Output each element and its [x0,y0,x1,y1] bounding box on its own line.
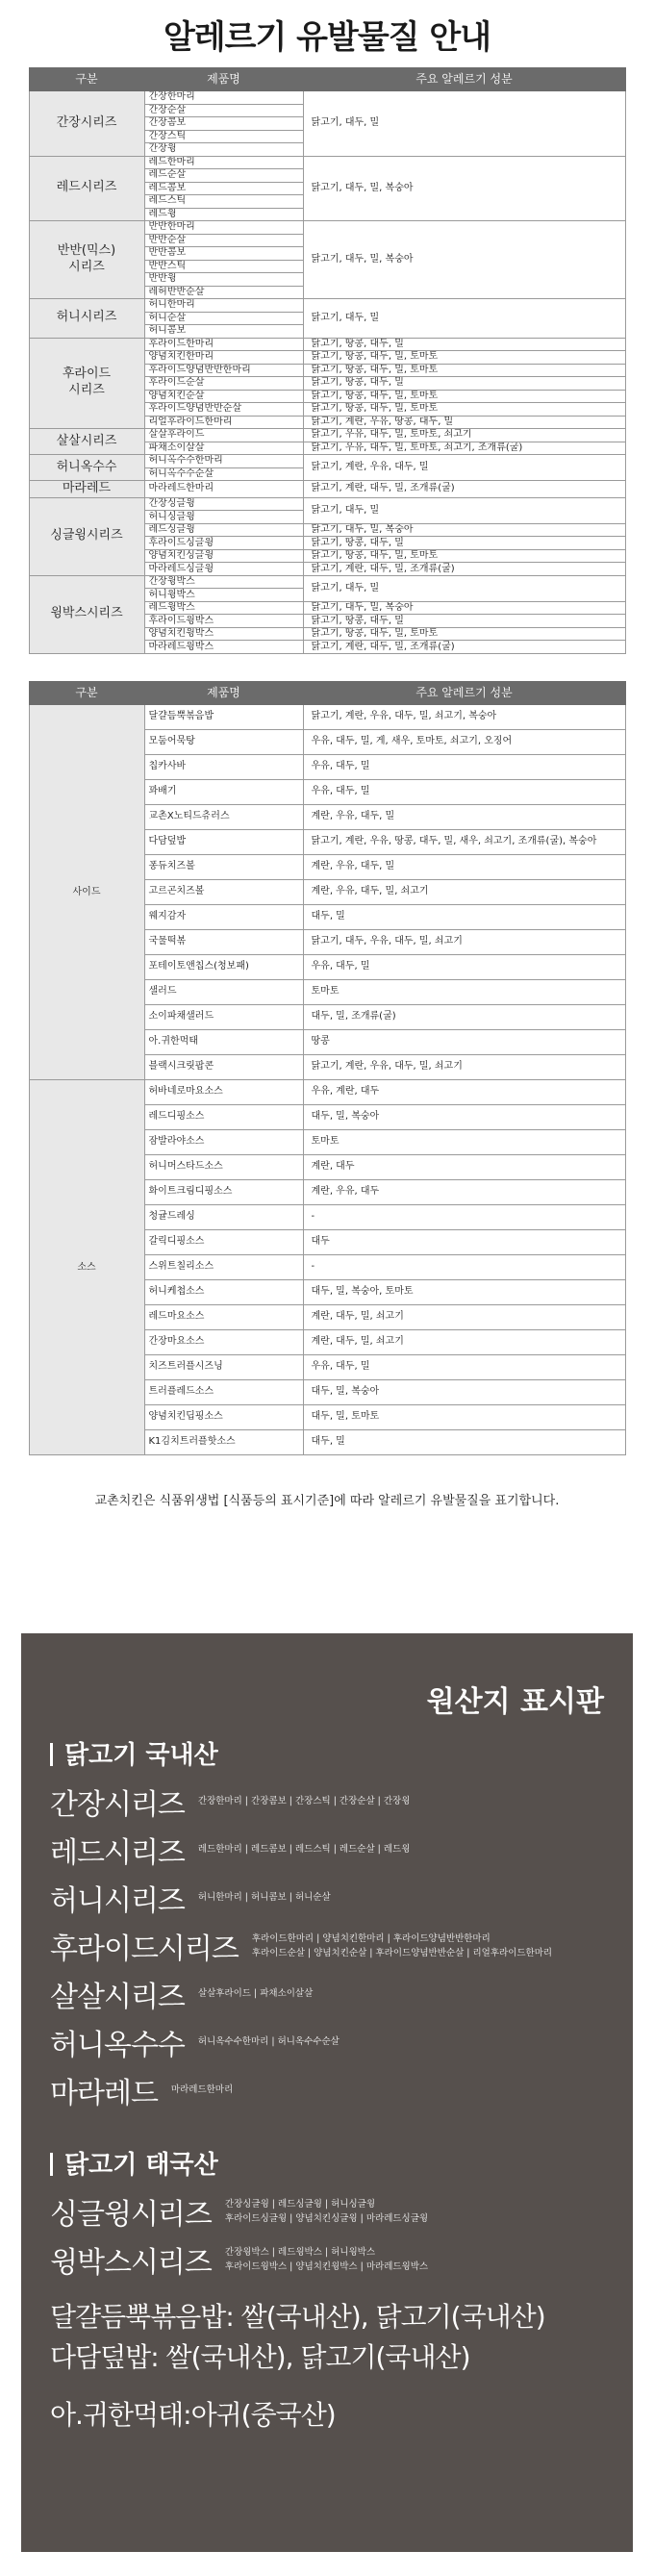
product-cell: 간장윙박스 [144,575,303,589]
allergen-cell: - [303,1254,625,1279]
origin-product-line: 마라레드한마리 [170,2084,234,2096]
category-cell: 사이드 [29,704,144,1079]
allergen-cell: 닭고기, 땅콩, 대두, 밀, 토마토 [303,627,625,641]
product-cell: 마라레드윙박스 [144,641,303,654]
allergen-cell: 우유, 대두, 밀 [303,754,625,779]
allergen-cell: 닭고기, 계란, 대두, 밀, 조개류(굴) [303,641,625,654]
table-header-row [29,681,625,704]
spacer [50,2284,604,2297]
origin-product-line: 허니옥수수한마리 | 허니옥수수순살 [197,2036,340,2048]
allergen-cell: 닭고기, 대두, 밀, 복숭아 [303,221,625,299]
allergen-cell: 우유, 대두, 밀 [303,954,625,979]
product-cell: 잠발라야소스 [144,1129,303,1154]
origin-board [21,1633,633,2552]
column-header: 주요 알레르기 성분 [303,681,625,704]
allergen-cell: 닭고기, 우유, 대두, 밀, 토마토, 쇠고기 [303,429,625,442]
origin-series-name: 허니시리즈 [50,1884,185,1918]
origin-product-line: 간장싱글윙 | 레드싱글윙 | 허니싱글윙 [224,2198,376,2210]
column-header: 구분 [29,681,144,704]
product-cell: 간장마요소스 [144,1329,303,1354]
table-row [29,429,625,442]
origin-row [50,1970,604,2018]
product-cell: 달걀듬뿍볶음밥 [144,704,303,729]
allergen-cell: 닭고기, 계란, 대두, 밀, 조개류(굴) [303,481,625,498]
allergen-cell: 닭고기, 땅콩, 대두, 밀, 토마토 [303,351,625,365]
product-cell: K1김치트러플핫소스 [144,1429,303,1454]
category-cell: 후라이드 시리즈 [29,338,144,429]
origin-product-line: 후라이드순살 | 양념치킨순살 | 후라이드양념반반순살 | 리얼후라이드한마리 [251,1948,553,1958]
category-cell: 레드시리즈 [29,156,144,221]
allergen-cell: 닭고기, 계란, 우유, 대두, 밀, 쇠고기, 복숭아 [303,704,625,729]
origin-extra-line: 아.귀한먹태:아귀(중국산) [50,2399,336,2431]
product-cell: 양념치킨한마리 [144,351,303,365]
product-cell: 레드콤보 [144,182,303,195]
product-cell: 국물떡볶 [144,929,303,954]
product-cell: 포테이토앤칩스(청보패) [144,954,303,979]
origin-product-list [198,2034,340,2049]
column-header: 제품명 [144,68,303,91]
allergen-cell: 닭고기, 땅콩, 대두, 밀 [303,537,625,550]
product-cell: 허니한마리 [144,299,303,313]
allergen-cell: 계란, 대두, 밀, 쇠고기 [303,1329,625,1354]
product-cell: 반반윙 [144,273,303,287]
allergen-cell: 닭고기, 땅콩, 대두, 밀, 토마토 [303,390,625,403]
product-cell: 양념치킨윙박스 [144,627,303,641]
section-bar [50,1743,53,1766]
section-label: 닭고기 태국산 [64,2151,218,2180]
page-title: 알레르기 유발물질 안내 [163,17,491,57]
spacer [50,2378,604,2395]
origin-product-list [225,2245,428,2274]
product-cell: 꽈배기 [144,779,303,804]
allergen-cell: 우유, 계란, 대두 [303,1079,625,1104]
origin-product-line: 후라이드싱글윙 | 양념치킨싱글윙 | 마라레드싱글윙 [224,2213,429,2224]
table-header-row [29,68,625,91]
product-cell: 레드디핑소스 [144,1104,303,1129]
product-cell: 허니옥수수한마리 [144,455,303,468]
product-cell: 칩카사바 [144,754,303,779]
product-cell: 후라이드순살 [144,377,303,391]
category-cell: 마라레드 [29,481,144,498]
origin-series-name: 레드시리즈 [50,1836,185,1870]
allergy-table-chicken [29,67,626,654]
table-row [29,156,625,169]
product-cell: 후라이드한마리 [144,338,303,351]
allergen-cell: 토마토 [303,979,625,1004]
table-row [29,221,625,235]
origin-list-thai [50,2187,604,2284]
product-cell: 스위트칠리소스 [144,1254,303,1279]
column-header: 제품명 [144,681,303,704]
origin-row [50,1874,604,1922]
category-cell: 허니시리즈 [29,299,144,339]
category-cell: 간장시리즈 [29,91,144,157]
allergen-cell: 대두, 밀 [303,1429,625,1454]
product-cell: 리얼후라이드한마리 [144,416,303,429]
product-cell: 허니싱글윙 [144,511,303,524]
allergen-cell: 닭고기, 대두, 밀, 복숭아 [303,156,625,221]
product-cell: 양념치킨딥핑소스 [144,1404,303,1429]
allergen-cell: 닭고기, 땅콩, 대두, 밀, 토마토 [303,549,625,563]
category-cell: 싱글윙시리즈 [29,497,144,575]
allergen-cell: 닭고기, 계란, 우유, 땅콩, 대두, 밀 [303,416,625,429]
product-cell: 레드마요소스 [144,1304,303,1329]
origin-list-domestic [50,1778,604,2114]
product-cell: 마라레드한마리 [144,481,303,498]
product-cell: 화이트크림디핑소스 [144,1179,303,1204]
allergen-cell: 계란, 우유, 대두, 밀 [303,854,625,879]
product-cell: 후라이드양념반반한마리 [144,364,303,377]
origin-row [50,2018,604,2066]
product-cell: 퐁듀치즈볼 [144,854,303,879]
allergen-cell: 닭고기, 계란, 대두, 밀, 조개류(굴) [303,563,625,576]
allergen-cell: 대두, 밀, 복숭아 [303,1379,625,1404]
category-cell: 소스 [29,1079,144,1454]
section-label: 닭고기 국내산 [64,1741,218,1770]
allergen-cell: 대두, 밀, 복숭아 [303,1104,625,1129]
product-cell: 갈릭디핑소스 [144,1229,303,1254]
product-cell: 파채소이살살 [144,442,303,455]
product-cell: 후라이드싱글윙 [144,537,303,550]
table-row [29,455,625,468]
origin-product-line: 레드한마리 | 레드콤보 | 레드스틱 | 레드순살 | 레드윙 [197,1844,411,1856]
origin-product-list [198,1794,411,1808]
origin-extra-line: 달걀듬뿍볶음밥: 쌀(국내산), 닭고기(국내산) [50,2301,545,2333]
origin-series-name: 윙박스시리즈 [50,2246,212,2280]
notice-text: 교촌치킨은 식품위생법 [식품등의 표시기준]에 따라 알레르기 유발물질을 표기합니다. [94,1493,560,1508]
origin-title: 원산지 표시판 [426,1685,604,1719]
product-cell: 간장스틱 [144,130,303,143]
product-cell: 트러플레드소스 [144,1379,303,1404]
allergen-cell: 닭고기, 대두, 밀 [303,575,625,601]
product-cell: 레허반반순살 [144,286,303,299]
product-cell: 반반한마리 [144,221,303,235]
table-row [29,575,625,589]
product-cell: 레드한마리 [144,156,303,169]
allergen-cell: 대두, 밀, 토마토 [303,1404,625,1429]
allergen-cell: 닭고기, 땅콩, 대두, 밀, 토마토 [303,403,625,417]
origin-product-list [198,1890,331,1905]
allergen-cell: 닭고기, 대두, 밀, 복숭아 [303,601,625,615]
product-cell: 허니머스타드소스 [144,1154,303,1179]
table-row [29,704,625,729]
allergen-cell: 우유, 대두, 밀 [303,1354,625,1379]
allergy-table-side-sauce [29,681,626,1455]
allergen-cell: 닭고기, 계란, 우유, 대두, 밀, 쇠고기 [303,1054,625,1079]
product-cell: 청귤드레싱 [144,1204,303,1229]
section-bar [50,2153,53,2176]
allergen-cell: 닭고기, 대두, 밀 [303,91,625,157]
allergen-cell: 땅콩 [303,1029,625,1054]
origin-product-line: 간장한마리 | 간장콤보 | 간장스틱 | 간장순살 | 간장윙 [197,1796,411,1807]
origin-extra-line: 다담덮밥: 쌀(국내산), 닭고기(국내산) [50,2341,470,2373]
spacer [50,2114,604,2139]
origin-series-name: 간장시리즈 [50,1788,185,1822]
allergen-cell: 닭고기, 우유, 대두, 밀, 토마토, 쇠고기, 조개류(굴) [303,442,625,455]
product-cell: 소이파채샐러드 [144,1004,303,1029]
allergen-cell: - [303,1204,625,1229]
product-cell: 레드스틱 [144,195,303,209]
product-cell: 레드순살 [144,169,303,183]
table-row [29,497,625,511]
origin-product-list [171,2083,233,2097]
allergen-cell: 닭고기, 대두, 밀 [303,497,625,523]
allergen-cell: 계란, 대두 [303,1154,625,1179]
allergen-cell: 계란, 우유, 대두, 밀 [303,804,625,829]
product-cell: 반반순살 [144,234,303,247]
product-cell: 허바네로마요소스 [144,1079,303,1104]
product-cell: 레드윙박스 [144,601,303,615]
spacer [0,654,654,681]
product-cell: 간장한마리 [144,91,303,105]
product-cell: 모둠어묵탕 [144,729,303,754]
category-cell: 살살시리즈 [29,429,144,455]
product-cell: 아.귀한먹태 [144,1029,303,1054]
origin-row [50,1778,604,1826]
table-row [29,481,625,498]
allergen-cell: 닭고기, 계란, 우유, 대두, 밀 [303,455,625,481]
column-header: 주요 알레르기 성분 [303,68,625,91]
origin-section-domestic [50,1735,604,1778]
product-cell: 블랙시크릿팝콘 [144,1054,303,1079]
origin-product-line: 살살후라이드 | 파채소이살살 [197,1988,314,2000]
product-cell: 양념치킨싱글윙 [144,549,303,563]
product-cell: 간장순살 [144,104,303,117]
product-cell: 치즈트러플시즈닝 [144,1354,303,1379]
origin-series-name: 마라레드 [50,2077,158,2110]
product-cell: 반반콤보 [144,247,303,261]
origin-product-list [252,1932,552,1960]
allergen-cell: 대두, 밀 [303,904,625,929]
allergen-cell: 우유, 대두, 밀, 게, 새우, 토마토, 쇠고기, 오징어 [303,729,625,754]
column-header: 구분 [29,68,144,91]
origin-series-name: 허니옥수수 [50,2029,185,2062]
origin-series-name: 살살시리즈 [50,1981,185,2014]
category-cell: 윙박스시리즈 [29,575,144,653]
origin-product-line: 후라이드윙박스 | 양념치킨윙박스 | 마라레드윙박스 [224,2261,429,2272]
product-cell: 허니케첩소스 [144,1279,303,1304]
product-cell: 후라이드윙박스 [144,615,303,628]
product-cell: 간장윙 [144,143,303,157]
product-cell: 간장싱글윙 [144,497,303,511]
allergen-cell: 토마토 [303,1129,625,1154]
origin-series-name: 후라이드시리즈 [50,1932,239,1966]
product-cell: 간장콤보 [144,117,303,131]
product-cell: 허니윙박스 [144,589,303,602]
product-cell: 후라이드양념반반순살 [144,403,303,417]
product-cell: 레드윙 [144,208,303,221]
origin-product-line: 간장윙박스 | 레드윙박스 | 허니윙박스 [224,2246,376,2258]
origin-row [50,1826,604,1874]
origin-row [50,1922,604,1970]
origin-product-line: 후라이드한마리 | 양념치킨한마리 | 후라이드양념반반한마리 [251,1932,490,1944]
origin-product-list [225,2197,428,2226]
product-cell: 웨지감자 [144,904,303,929]
allergen-cell: 닭고기, 땅콩, 대두, 밀 [303,338,625,351]
allergen-cell: 닭고기, 대두, 우유, 대두, 밀, 쇠고기 [303,929,625,954]
allergen-cell: 계란, 우유, 대두 [303,1179,625,1204]
origin-row [50,2066,604,2114]
product-cell: 마라레드싱글윙 [144,563,303,576]
allergen-cell: 닭고기, 땅콩, 대두, 밀 [303,615,625,628]
origin-series-name: 싱글윙시리즈 [50,2198,212,2232]
allergen-cell: 대두, 밀, 조개류(굴) [303,1004,625,1029]
allergen-cell: 닭고기, 땅콩, 대두, 밀, 토마토 [303,364,625,377]
product-cell: 허니순살 [144,312,303,325]
product-cell: 살살후라이드 [144,429,303,442]
allergen-cell: 닭고기, 대두, 밀, 복숭아 [303,523,625,537]
product-cell: 샐러드 [144,979,303,1004]
origin-product-list [198,1842,411,1856]
category-cell: 반반(믹스) 시리즈 [29,221,144,299]
allergen-cell: 계란, 우유, 대두, 밀, 쇠고기 [303,879,625,904]
product-cell: 허니옥수수순살 [144,467,303,481]
table-row [29,91,625,105]
product-cell: 고르곤치즈볼 [144,879,303,904]
table-row [29,299,625,313]
allergen-cell: 닭고기, 땅콩, 대두, 밀 [303,377,625,391]
allergen-cell: 계란, 대두, 밀, 쇠고기 [303,1304,625,1329]
table-row [29,338,625,351]
category-cell: 허니옥수수 [29,455,144,481]
allergen-cell: 우유, 대두, 밀 [303,779,625,804]
origin-row [50,2187,604,2235]
allergen-cell: 닭고기, 대두, 밀 [303,299,625,339]
origin-product-list [198,1986,313,2001]
product-cell: 허니콤보 [144,325,303,339]
table-row [29,1079,625,1104]
product-cell: 교촌X노티드츄러스 [144,804,303,829]
allergen-cell: 대두, 밀, 복숭아, 토마토 [303,1279,625,1304]
product-cell: 레드싱글윙 [144,523,303,537]
product-cell: 양념치킨순살 [144,390,303,403]
product-cell: 다담덮밥 [144,829,303,854]
origin-section-thai [50,2145,604,2187]
origin-row [50,2235,604,2284]
product-cell: 반반스틱 [144,260,303,273]
allergen-cell: 대두 [303,1229,625,1254]
allergen-cell: 닭고기, 계란, 우유, 땅콩, 대두, 밀, 새우, 쇠고기, 조개류(굴), 복숭아 [303,829,625,854]
origin-product-line: 허니한마리 | 허니콤보 | 허니순살 [197,1892,331,1904]
